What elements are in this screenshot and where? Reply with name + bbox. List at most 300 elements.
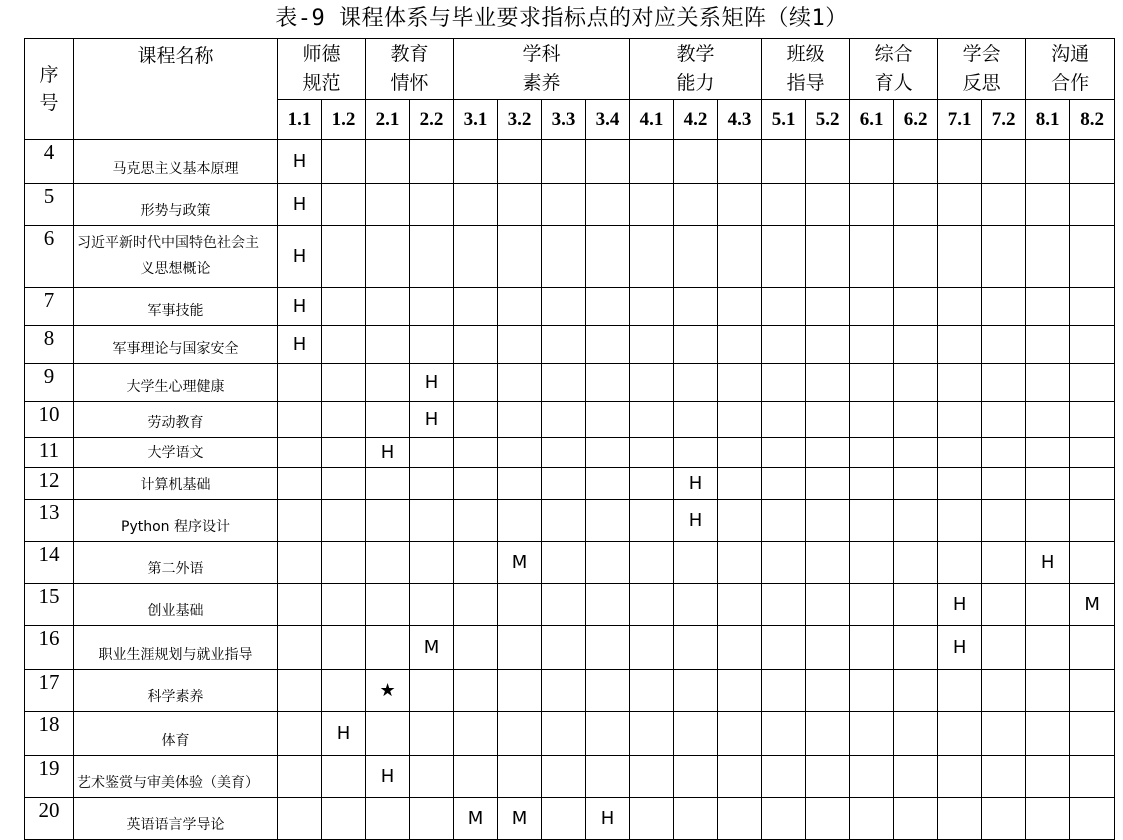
matrix-cell — [366, 140, 410, 184]
matrix-cell: H — [938, 584, 982, 626]
matrix-cell: H — [410, 364, 454, 402]
matrix-cell — [762, 226, 806, 288]
matrix-cell — [1026, 184, 1070, 226]
matrix-cell — [498, 670, 542, 712]
matrix-cell — [806, 584, 850, 626]
matrix-cell — [850, 756, 894, 798]
table-row — [25, 798, 1115, 840]
matrix-cell — [894, 584, 938, 626]
course-name: 体育 — [74, 712, 278, 756]
matrix-cell — [1070, 326, 1115, 364]
table-row — [25, 500, 1115, 542]
matrix-cell — [322, 798, 366, 840]
table-header — [25, 39, 1115, 140]
matrix-cell — [498, 626, 542, 670]
matrix-cell — [850, 468, 894, 500]
matrix-cell: H — [674, 500, 718, 542]
matrix-cell — [1070, 468, 1115, 500]
matrix-cell — [278, 670, 322, 712]
matrix-cell — [718, 226, 762, 288]
indicator-header: 3.3 — [542, 100, 586, 140]
matrix-cell — [762, 670, 806, 712]
course-name: 军事理论与国家安全 — [74, 326, 278, 364]
matrix-cell — [322, 670, 366, 712]
matrix-cell — [1070, 712, 1115, 756]
matrix-cell — [454, 712, 498, 756]
matrix-cell — [938, 364, 982, 402]
matrix-cell — [542, 798, 586, 840]
matrix-cell — [498, 584, 542, 626]
matrix-cell: H — [938, 626, 982, 670]
matrix-cell — [278, 438, 322, 468]
course-name: 第二外语 — [74, 542, 278, 584]
matrix-cell — [894, 468, 938, 500]
matrix-cell — [806, 542, 850, 584]
seq-header — [25, 39, 74, 140]
matrix-cell — [938, 288, 982, 326]
matrix-cell: H — [322, 712, 366, 756]
matrix-cell — [1026, 364, 1070, 402]
group-header-line2: 育人 — [874, 72, 913, 94]
matrix-cell: M — [1070, 584, 1115, 626]
matrix-cell — [938, 670, 982, 712]
matrix-cell — [938, 140, 982, 184]
matrix-cell — [938, 326, 982, 364]
matrix-cell — [850, 438, 894, 468]
matrix-cell — [366, 500, 410, 542]
table-row — [25, 468, 1115, 500]
matrix-cell — [718, 584, 762, 626]
matrix-cell — [366, 584, 410, 626]
matrix-cell — [630, 326, 674, 364]
matrix-cell — [542, 670, 586, 712]
matrix-cell — [806, 402, 850, 438]
indicator-header: 3.1 — [454, 100, 498, 140]
matrix-cell — [762, 626, 806, 670]
matrix-cell — [894, 756, 938, 798]
matrix-cell: ★ — [366, 670, 410, 712]
indicator-header: 4.2 — [674, 100, 718, 140]
matrix-cell — [1070, 364, 1115, 402]
matrix-cell — [894, 438, 938, 468]
matrix-cell — [806, 798, 850, 840]
matrix-cell: M — [498, 798, 542, 840]
matrix-cell — [938, 438, 982, 468]
matrix-cell — [762, 542, 806, 584]
course-name — [74, 226, 278, 288]
row-seq: 11 — [25, 438, 74, 468]
matrix-cell — [542, 542, 586, 584]
matrix-cell — [982, 626, 1026, 670]
seq-header-line2: 号 — [39, 92, 59, 114]
row-seq: 9 — [25, 364, 74, 402]
matrix-cell — [322, 140, 366, 184]
matrix-cell — [322, 402, 366, 438]
matrix-cell — [850, 584, 894, 626]
matrix-cell — [718, 798, 762, 840]
group-header-line2: 情怀 — [390, 72, 429, 94]
matrix-cell: H — [278, 226, 322, 288]
matrix-cell — [630, 226, 674, 288]
course-name: 职业生涯规划与就业指导 — [74, 626, 278, 670]
matrix-cell — [850, 626, 894, 670]
matrix-cell — [982, 584, 1026, 626]
matrix-cell — [366, 288, 410, 326]
matrix-cell: H — [278, 140, 322, 184]
matrix-cell — [278, 542, 322, 584]
matrix-cell — [806, 756, 850, 798]
matrix-cell — [454, 288, 498, 326]
matrix-cell — [762, 584, 806, 626]
matrix-cell — [454, 756, 498, 798]
matrix-cell — [938, 468, 982, 500]
matrix-cell — [322, 626, 366, 670]
table-row — [25, 288, 1115, 326]
row-seq: 4 — [25, 140, 74, 184]
row-seq: 18 — [25, 712, 74, 756]
matrix-cell — [938, 542, 982, 584]
matrix-cell — [542, 626, 586, 670]
matrix-cell — [762, 712, 806, 756]
course-name: 英语语言学导论 — [74, 798, 278, 840]
matrix-cell — [1026, 798, 1070, 840]
matrix-cell — [718, 756, 762, 798]
matrix-cell — [762, 468, 806, 500]
matrix-cell: H — [674, 468, 718, 500]
matrix-cell — [498, 288, 542, 326]
matrix-cell — [718, 184, 762, 226]
matrix-cell — [498, 364, 542, 402]
matrix-cell — [542, 140, 586, 184]
row-seq: 13 — [25, 500, 74, 542]
matrix-cell — [586, 226, 630, 288]
group-header-line1: 师德 — [302, 43, 341, 65]
matrix-cell — [674, 798, 718, 840]
matrix-cell — [762, 798, 806, 840]
matrix-cell — [674, 184, 718, 226]
matrix-cell — [718, 288, 762, 326]
matrix-cell — [366, 184, 410, 226]
matrix-cell — [410, 670, 454, 712]
group-header-line2: 指导 — [786, 72, 825, 94]
matrix-cell — [806, 226, 850, 288]
table-row — [25, 756, 1115, 798]
group-header-line2: 反思 — [962, 72, 1001, 94]
matrix-cell — [586, 438, 630, 468]
matrix-cell — [498, 140, 542, 184]
matrix-cell — [322, 584, 366, 626]
matrix-cell — [1070, 756, 1115, 798]
matrix-cell — [542, 184, 586, 226]
matrix-cell — [454, 500, 498, 542]
matrix-cell — [366, 326, 410, 364]
matrix-cell — [278, 402, 322, 438]
matrix-cell — [1026, 326, 1070, 364]
group-header — [366, 39, 454, 100]
matrix-cell — [1026, 712, 1070, 756]
matrix-cell — [806, 288, 850, 326]
group-header — [938, 39, 1026, 100]
row-seq: 12 — [25, 468, 74, 500]
matrix-cell — [982, 798, 1026, 840]
row-seq: 8 — [25, 326, 74, 364]
group-header — [1026, 39, 1115, 100]
matrix-cell — [982, 756, 1026, 798]
matrix-cell: H — [1026, 542, 1070, 584]
matrix-cell — [454, 468, 498, 500]
matrix-cell — [1026, 500, 1070, 542]
matrix-cell — [894, 626, 938, 670]
matrix-cell — [586, 542, 630, 584]
matrix-cell — [586, 288, 630, 326]
group-header-line2: 规范 — [302, 72, 341, 94]
course-name: 大学生心理健康 — [74, 364, 278, 402]
group-header — [454, 39, 630, 100]
matrix-cell — [894, 712, 938, 756]
row-seq: 17 — [25, 670, 74, 712]
matrix-cell — [630, 798, 674, 840]
matrix-cell — [410, 584, 454, 626]
matrix-cell — [454, 402, 498, 438]
course-name-line1: 习近平新时代中国特色社会主 — [77, 234, 259, 251]
matrix-cell — [278, 364, 322, 402]
matrix-cell — [1070, 288, 1115, 326]
matrix-cell — [278, 626, 322, 670]
matrix-cell — [586, 712, 630, 756]
matrix-cell — [366, 712, 410, 756]
group-header-line2: 素养 — [522, 72, 561, 94]
group-header-line2: 合作 — [1051, 72, 1090, 94]
matrix-cell — [850, 542, 894, 584]
matrix-cell — [586, 326, 630, 364]
group-header-line1: 沟通 — [1051, 43, 1090, 65]
matrix-cell — [278, 584, 322, 626]
matrix-cell — [806, 670, 850, 712]
row-seq: 7 — [25, 288, 74, 326]
matrix-cell — [410, 798, 454, 840]
matrix-cell: M — [410, 626, 454, 670]
matrix-cell — [674, 140, 718, 184]
matrix-cell — [1026, 756, 1070, 798]
matrix-cell — [278, 468, 322, 500]
row-seq: 15 — [25, 584, 74, 626]
matrix-cell — [894, 670, 938, 712]
matrix-cell — [1026, 140, 1070, 184]
matrix-cell — [278, 712, 322, 756]
matrix-cell: H — [586, 798, 630, 840]
matrix-cell — [454, 542, 498, 584]
matrix-cell — [806, 364, 850, 402]
matrix-cell — [410, 542, 454, 584]
matrix-cell — [498, 226, 542, 288]
matrix-cell — [982, 542, 1026, 584]
matrix-cell — [542, 402, 586, 438]
matrix-cell — [894, 326, 938, 364]
matrix-cell — [894, 542, 938, 584]
matrix-cell — [1026, 626, 1070, 670]
group-header — [278, 39, 366, 100]
matrix-cell — [542, 364, 586, 402]
matrix-cell — [938, 712, 982, 756]
matrix-cell — [850, 500, 894, 542]
matrix-cell — [762, 140, 806, 184]
row-seq: 19 — [25, 756, 74, 798]
matrix-cell — [718, 438, 762, 468]
matrix-cell — [454, 140, 498, 184]
matrix-cell — [982, 438, 1026, 468]
indicator-header: 8.2 — [1070, 100, 1115, 140]
matrix-cell — [982, 288, 1026, 326]
matrix-cell — [630, 542, 674, 584]
matrix-cell — [586, 468, 630, 500]
matrix-cell — [586, 670, 630, 712]
matrix-cell — [542, 756, 586, 798]
course-name: 艺术鉴赏与审美体验（美育） — [74, 756, 278, 798]
matrix-cell — [1026, 226, 1070, 288]
matrix-cell — [542, 468, 586, 500]
matrix-cell: H — [278, 326, 322, 364]
matrix-cell — [894, 500, 938, 542]
group-header-line1: 学科 — [522, 43, 561, 65]
matrix-cell — [762, 756, 806, 798]
course-name: Python 程序设计 — [74, 500, 278, 542]
matrix-cell — [894, 364, 938, 402]
matrix-cell — [630, 584, 674, 626]
matrix-cell — [498, 500, 542, 542]
matrix-cell — [674, 288, 718, 326]
course-name: 大学语文 — [74, 438, 278, 468]
course-name: 军事技能 — [74, 288, 278, 326]
indicator-header: 2.1 — [366, 100, 410, 140]
indicator-header: 5.2 — [806, 100, 850, 140]
matrix-cell — [806, 184, 850, 226]
matrix-cell — [366, 226, 410, 288]
matrix-cell — [586, 184, 630, 226]
course-name: 科学素养 — [74, 670, 278, 712]
matrix-cell — [850, 226, 894, 288]
matrix-cell — [322, 326, 366, 364]
matrix-cell — [498, 438, 542, 468]
matrix-cell — [806, 468, 850, 500]
matrix-cell: H — [366, 756, 410, 798]
table-row — [25, 140, 1115, 184]
matrix-cell — [630, 670, 674, 712]
matrix-cell — [630, 288, 674, 326]
matrix-cell — [718, 402, 762, 438]
matrix-cell — [410, 226, 454, 288]
matrix-cell — [1026, 438, 1070, 468]
matrix-cell — [894, 140, 938, 184]
matrix-cell — [586, 626, 630, 670]
table-row — [25, 326, 1115, 364]
matrix-cell — [982, 712, 1026, 756]
matrix-cell — [542, 438, 586, 468]
course-matrix-table — [24, 38, 1115, 840]
matrix-cell — [938, 500, 982, 542]
matrix-cell — [674, 542, 718, 584]
matrix-cell — [894, 226, 938, 288]
matrix-cell — [366, 626, 410, 670]
matrix-cell — [542, 226, 586, 288]
matrix-cell — [410, 184, 454, 226]
group-header-line1: 教育 — [390, 43, 429, 65]
matrix-cell — [674, 364, 718, 402]
matrix-cell — [454, 184, 498, 226]
table-row — [25, 226, 1115, 288]
matrix-cell — [322, 438, 366, 468]
matrix-cell — [630, 438, 674, 468]
matrix-cell — [806, 712, 850, 756]
group-header-line1: 综合 — [874, 43, 913, 65]
matrix-cell — [674, 226, 718, 288]
matrix-cell — [718, 670, 762, 712]
matrix-cell — [982, 402, 1026, 438]
matrix-cell — [982, 226, 1026, 288]
matrix-cell — [718, 140, 762, 184]
matrix-cell — [850, 670, 894, 712]
matrix-cell — [674, 626, 718, 670]
matrix-cell — [498, 402, 542, 438]
matrix-cell — [674, 584, 718, 626]
indicator-header: 2.2 — [410, 100, 454, 140]
matrix-cell — [762, 402, 806, 438]
indicator-header: 4.1 — [630, 100, 674, 140]
matrix-cell — [366, 798, 410, 840]
matrix-cell — [322, 468, 366, 500]
group-header — [762, 39, 850, 100]
matrix-cell — [982, 326, 1026, 364]
matrix-cell — [982, 670, 1026, 712]
matrix-cell — [278, 500, 322, 542]
matrix-cell — [982, 184, 1026, 226]
matrix-cell — [542, 500, 586, 542]
matrix-cell — [586, 500, 630, 542]
matrix-cell — [894, 288, 938, 326]
matrix-cell — [1070, 140, 1115, 184]
matrix-cell — [806, 500, 850, 542]
matrix-cell — [586, 756, 630, 798]
matrix-cell — [718, 542, 762, 584]
group-header-line1: 教学 — [676, 43, 715, 65]
matrix-cell — [454, 626, 498, 670]
course-name: 马克思主义基本原理 — [74, 140, 278, 184]
indicator-header: 8.1 — [1026, 100, 1070, 140]
matrix-cell — [542, 326, 586, 364]
indicator-header: 1.2 — [322, 100, 366, 140]
matrix-cell — [762, 500, 806, 542]
matrix-cell — [982, 140, 1026, 184]
matrix-cell — [322, 542, 366, 584]
group-header — [850, 39, 938, 100]
row-seq: 20 — [25, 798, 74, 840]
matrix-cell — [630, 364, 674, 402]
matrix-cell — [718, 626, 762, 670]
group-header-line1: 学会 — [962, 43, 1001, 65]
matrix-cell — [938, 226, 982, 288]
matrix-cell — [850, 798, 894, 840]
matrix-cell — [1070, 542, 1115, 584]
matrix-cell — [410, 712, 454, 756]
course-name: 创业基础 — [74, 584, 278, 626]
matrix-cell — [366, 542, 410, 584]
matrix-cell — [630, 756, 674, 798]
indicator-header: 6.2 — [894, 100, 938, 140]
matrix-cell — [630, 402, 674, 438]
matrix-cell — [1026, 670, 1070, 712]
matrix-cell: H — [278, 184, 322, 226]
matrix-cell — [850, 712, 894, 756]
indicator-header: 5.1 — [762, 100, 806, 140]
